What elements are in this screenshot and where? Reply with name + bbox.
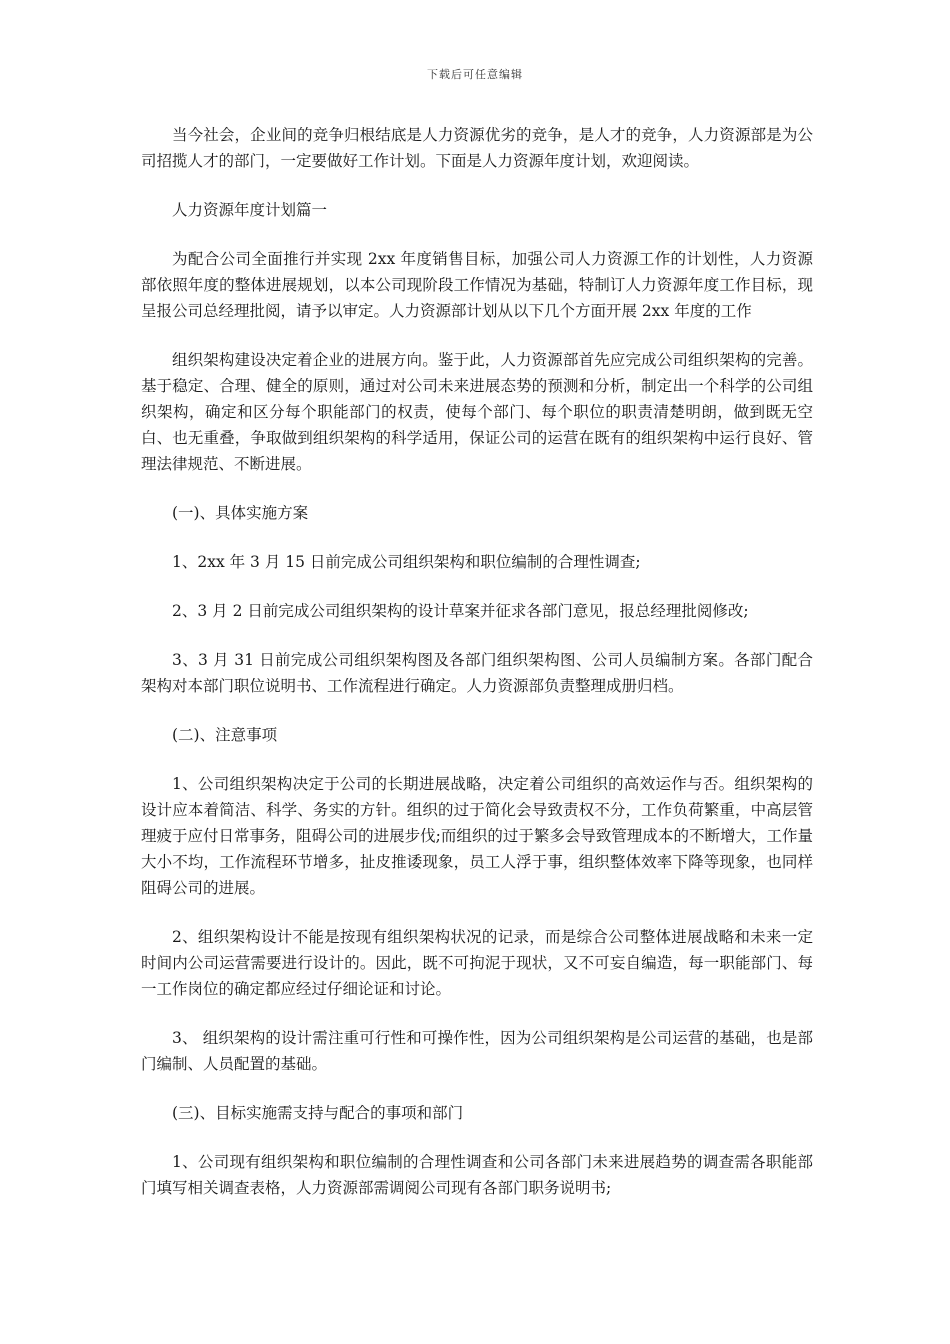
subsection-heading: (一)、具体实施方案 [172, 504, 309, 522]
list-item: 2、3 月 2 日前完成公司组织架构的设计草案并征求各部门意见，报总经理批阅修改; [172, 602, 749, 620]
list-item: 3、3 月 31 日前完成公司组织架构图及各部门组织架构图、公司人员编制方案。各部门配合架构对本部门职位说明书、工作流程进行确定。人力资源部负责整理成册归档。 [141, 651, 813, 695]
list-item: 1、公司组织架构决定于公司的长期进展战略，决定着公司组织的高效运作与否。组织架构的设计应本着简洁、科学、务实的方针。组织的过于简化会导致责权不分，工作负荷繁重，中高层管理疲于应付日常事务，阻碍公司的进展步伐;而组织的过于繁多会导致管理成本的不断增大，工作量大小不均，工作流程环节增多，扯皮推诿现象，员工人浮于事，组织整体效率下降等现象，也同样阻碍公司的进展。 [141, 775, 813, 897]
paragraph: 组织架构建设决定着企业的进展方向。鉴于此，人力资源部首先应完成公司组织架构的完善。基于稳定、合理、健全的原则，通过对公司未来进展态势的预测和分析，制定出一个科学的公司组织架构，确定和区分每个职能部门的权责，使每个部门、每个职位的职责清楚明朗，做到既无空白、也无重叠，争取做到组织架构的科学适用，保证公司的运营在既有的组织架构中运行良好、管理法律规范、不断进展。 [141, 351, 813, 473]
list-item: 2、组织架构设计不能是按现有组织架构状况的记录，而是综合公司整体进展战略和未来一定时间内公司运营需要进行设计的。因此，既不可拘泥于现状，又不可妄自编造，每一职能部门、每一工作岗位的确定都应经过仔细论证和讨论。 [141, 928, 813, 998]
list-item: 1、公司现有组织架构和职位编制的合理性调查和公司各部门未来进展趋势的调查需各职能部门填写相关调查表格，人力资源部需调阅公司现有各部门职务说明书; [141, 1153, 813, 1197]
intro-paragraph: 当今社会，企业间的竞争归根结底是人力资源优劣的竞争，是人才的竞争，人力资源部是为公司招揽人才的部门，一定要做好工作计划。下面是人力资源年度计划，欢迎阅读。 [141, 126, 813, 170]
list-item: 1、2xx 年 3 月 15 日前完成公司组织架构和职位编制的合理性调查; [172, 553, 641, 571]
subsection-heading: (二)、注意事项 [172, 726, 278, 744]
paragraph: 为配合公司全面推行并实现 2xx 年度销售目标，加强公司人力资源工作的计划性，人力资源部依照年度的整体进展规划，以本公司现阶段工作情况为基础，特制订人力资源年度工作目标，现呈报公司总经理批阅，请予以审定。人力资源部计划从以下几个方面开展 2xx 年度的工作 [141, 250, 813, 320]
document-body [141, 122, 813, 1224]
subsection-heading: (三)、目标实施需支持与配合的事项和部门 [172, 1104, 464, 1122]
list-item: 3、 组织架构的设计需注重可行性和可操作性，因为公司组织架构是公司运营的基础，也是部门编制、人员配置的基础。 [141, 1029, 813, 1073]
section-title: 人力资源年度计划篇一 [172, 201, 328, 219]
page-header: 下载后可任意编辑 [427, 68, 523, 81]
